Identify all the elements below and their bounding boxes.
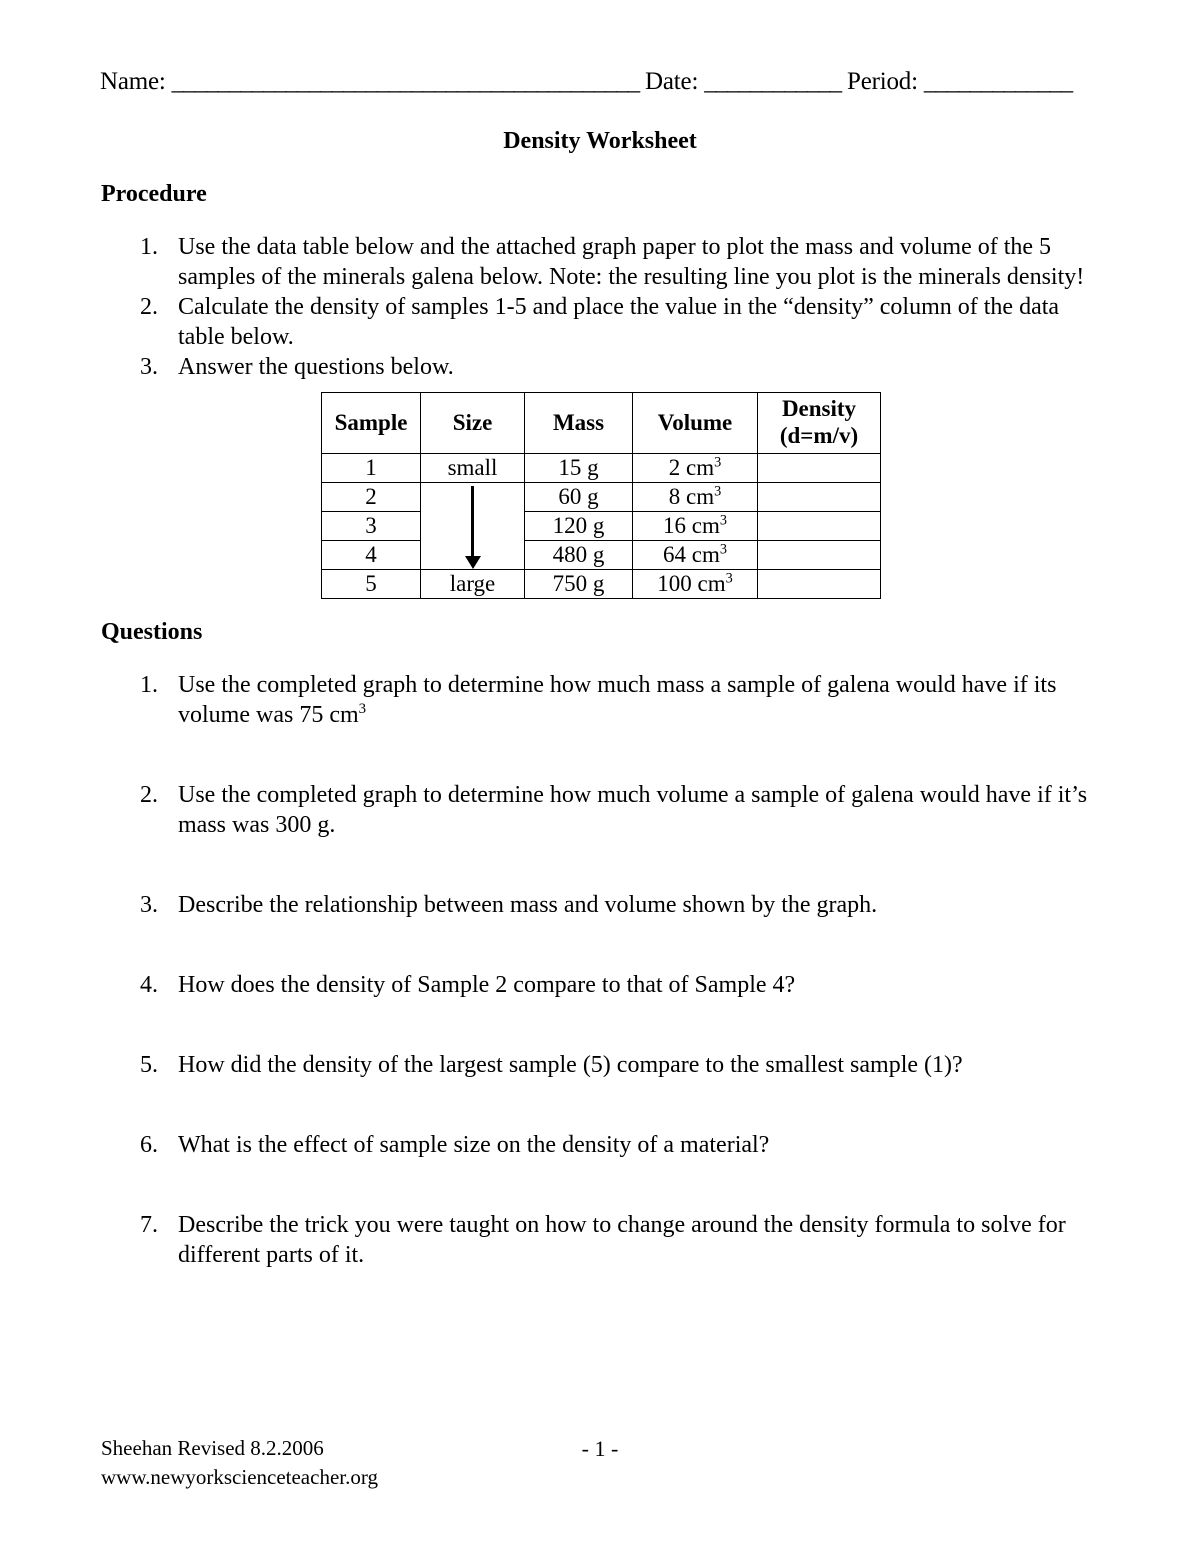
list-item (140, 232, 1100, 292)
density-data-table-container (321, 392, 881, 599)
question-item (140, 890, 1090, 920)
question-item (140, 1130, 1090, 1160)
volume-exponent: 3 (719, 512, 727, 529)
cell-density-blank[interactable] (758, 570, 881, 599)
list-item-text: Answer the questions below. (178, 354, 454, 380)
list-item-text: Use the data table below and the attached graph paper to plot the mass and volume of the 5 samples of the minerals galena below. Note: the resulting line you plot is the minerals density! (178, 234, 1085, 290)
question-text: What is the effect of sample size on the density of a material? (178, 1132, 770, 1158)
question-exponent: 3 (358, 701, 367, 717)
question-number: 6. (140, 1132, 158, 1158)
volume-value: 2 cm (668, 455, 715, 480)
column-header-mass: Mass (525, 393, 633, 454)
date-blank-rule[interactable]: ____________ (704, 68, 841, 95)
density-data-table (321, 392, 881, 599)
date-label: Date: (645, 68, 699, 95)
volume-value: 64 cm (663, 542, 720, 567)
column-header-density (758, 393, 881, 454)
cell-volume (633, 512, 758, 541)
list-item-text: Calculate the density of samples 1-5 and place the value in the “density” column of the data table below. (178, 294, 1060, 350)
question-item (140, 970, 1090, 1000)
column-header-size: Size (421, 393, 525, 454)
list-item-number: 2. (140, 294, 158, 320)
question-number: 4. (140, 972, 158, 998)
density-header-line2: (d=m/v) (779, 423, 859, 448)
density-header-line1: Density (781, 396, 857, 421)
question-item (140, 780, 1090, 840)
questions-list (140, 670, 1090, 1320)
footer-website: www.newyorkscienceteacher.org (101, 1465, 378, 1489)
question-number: 2. (140, 782, 158, 808)
question-item (140, 1050, 1090, 1080)
table-header (322, 393, 881, 454)
cell-volume (633, 541, 758, 570)
arrow-shaft (471, 486, 474, 558)
arrow-head (465, 556, 481, 569)
list-item (140, 352, 1100, 382)
question-number: 5. (140, 1052, 158, 1078)
volume-value: 100 cm (657, 571, 726, 596)
table-row (322, 570, 881, 599)
name-blank-rule[interactable]: _________________________________________ (171, 68, 640, 95)
cell-volume (633, 454, 758, 483)
cell-mass: 750 g (525, 570, 633, 599)
cell-density-blank[interactable] (758, 541, 881, 570)
question-number: 7. (140, 1212, 158, 1238)
question-item (140, 1210, 1090, 1270)
volume-exponent: 3 (714, 454, 722, 471)
volume-exponent: 3 (725, 570, 733, 587)
down-arrow-icon (421, 483, 524, 569)
question-text: Use the completed graph to determine how much mass a sample of galena would have if its volume was 75 cm (178, 672, 1057, 728)
volume-exponent: 3 (719, 541, 727, 558)
cell-sample: 3 (322, 512, 421, 541)
student-info-line (100, 66, 1100, 98)
question-text: Describe the relationship between mass and volume shown by the graph. (178, 892, 878, 918)
table-body (322, 454, 881, 599)
cell-mass: 480 g (525, 541, 633, 570)
cell-mass: 120 g (525, 512, 633, 541)
procedure-list (140, 232, 1100, 382)
question-number: 1. (140, 672, 158, 698)
page-number: - 1 - (581, 1436, 619, 1461)
column-header-volume: Volume (633, 393, 758, 454)
volume-exponent: 3 (714, 483, 722, 500)
cell-volume (633, 570, 758, 599)
list-item-number: 3. (140, 354, 158, 380)
table-row (322, 454, 881, 483)
question-item (140, 670, 1090, 730)
table-row (322, 483, 881, 512)
table-header-row (322, 393, 881, 454)
footer-revision: Sheehan Revised 8.2.2006 (101, 1436, 324, 1460)
cell-volume (633, 483, 758, 512)
cell-mass: 15 g (525, 454, 633, 483)
question-text: How does the density of Sample 2 compare to that of Sample 4? (178, 972, 796, 998)
cell-sample: 5 (322, 570, 421, 599)
cell-density-blank[interactable] (758, 454, 881, 483)
question-text: Describe the trick you were taught on how to change around the density formula to solve for different parts of it. (178, 1212, 1066, 1268)
table-row (322, 512, 881, 541)
procedure-heading: Procedure (101, 181, 207, 207)
volume-value: 8 cm (668, 484, 715, 509)
question-text: Use the completed graph to determine how much volume a sample of galena would have if it’s mass was 300 g. (178, 782, 1088, 838)
question-text: How did the density of the largest sample (5) compare to the smallest sample (1)? (178, 1052, 963, 1078)
cell-sample: 2 (322, 483, 421, 512)
cell-size: large (421, 570, 525, 599)
period-blank-rule[interactable]: _____________ (923, 68, 1073, 95)
cell-size: small (421, 454, 525, 483)
list-item (140, 292, 1100, 352)
volume-value: 16 cm (663, 513, 720, 538)
cell-sample: 4 (322, 541, 421, 570)
questions-heading: Questions (101, 619, 203, 645)
size-range-arrow-cell (421, 483, 525, 570)
list-item-number: 1. (140, 234, 158, 260)
cell-mass: 60 g (525, 483, 633, 512)
question-number: 3. (140, 892, 158, 918)
cell-density-blank[interactable] (758, 483, 881, 512)
page-title: Density Worksheet (503, 128, 697, 154)
period-label: Period: (847, 68, 918, 95)
column-header-sample: Sample (322, 393, 421, 454)
name-label: Name: (100, 68, 166, 95)
cell-sample: 1 (322, 454, 421, 483)
table-row (322, 541, 881, 570)
cell-density-blank[interactable] (758, 512, 881, 541)
